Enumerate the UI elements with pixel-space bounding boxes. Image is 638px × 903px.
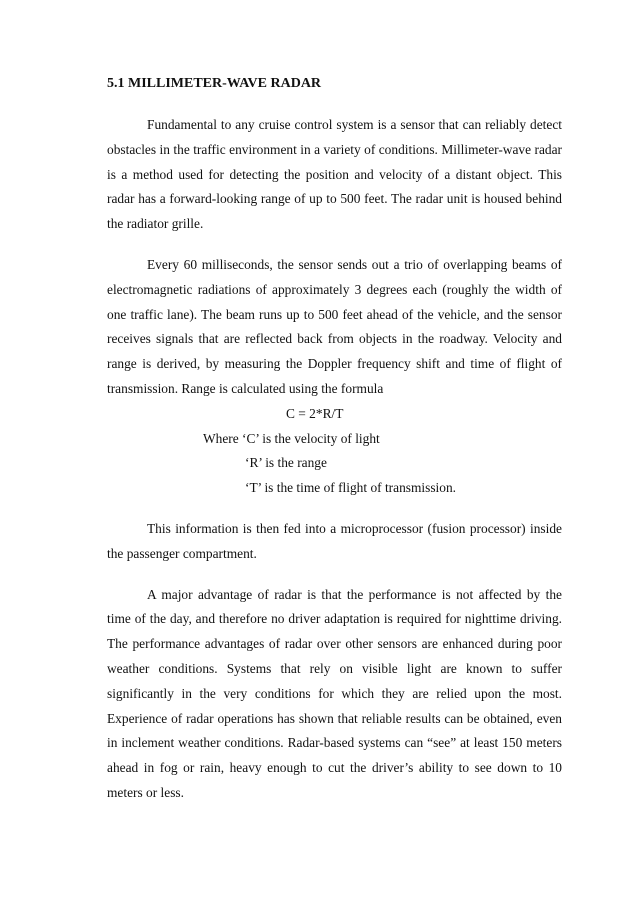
formula-equation: C = 2*R/T (286, 405, 344, 421)
section-heading: 5.1 MILLIMETER-WAVE RADAR (107, 76, 322, 91)
formula-where-c: Where ‘C’ is the velocity of light (203, 430, 380, 446)
paragraph-advantage: A major advantage of radar is that the performance is not affected by the time of the day, and therefore no driver adaptation is required for nighttime driving. The performance advantages of radar over other sensors are enhanced during poor weather conditions. Systems that rely on visible light are known to suffer significantly in the very conditions for which they are relied upon the most. Experience of radar operations has shown that reliable results can be obtained, even in inclement weather conditions. Radar-based systems can “see” at least 150 meters ahead in fog or rain, heavy enough to cut the driver’s ability to see down to 10 meters or less. (107, 586, 562, 800)
document-page (107, 74, 562, 822)
formula-def-t: ‘T’ is the time of flight of transmission. (245, 480, 456, 496)
formula-def-r: ‘R’ is the range (245, 455, 327, 471)
paragraph-fusion: This information is then fed into a microprocessor (fusion processor) inside the passenger compartment. (107, 520, 562, 561)
paragraph-beams: Every 60 milliseconds, the sensor sends out a trio of overlapping beams of electromagnetic radiations of approximately 3 degrees each (roughly the width of one traffic lane). The beam runs up to 500 feet ahead of the vehicle, and the sensor receives signals that are reflected back from objects in the roadway. Velocity and range is derived, by measuring the Doppler frequency shift and time of flight of transmission. Range is calculated using the formula (107, 256, 562, 396)
paragraph-intro: Fundamental to any cruise control system is a sensor that can reliably detect obstacles in the traffic environment in a variety of conditions. Millimeter-wave radar is a method used for detecting the position and velocity of a distant object. This radar has a forward-looking range of up to 500 feet. The radar unit is housed behind the radiator grille. (107, 117, 562, 232)
